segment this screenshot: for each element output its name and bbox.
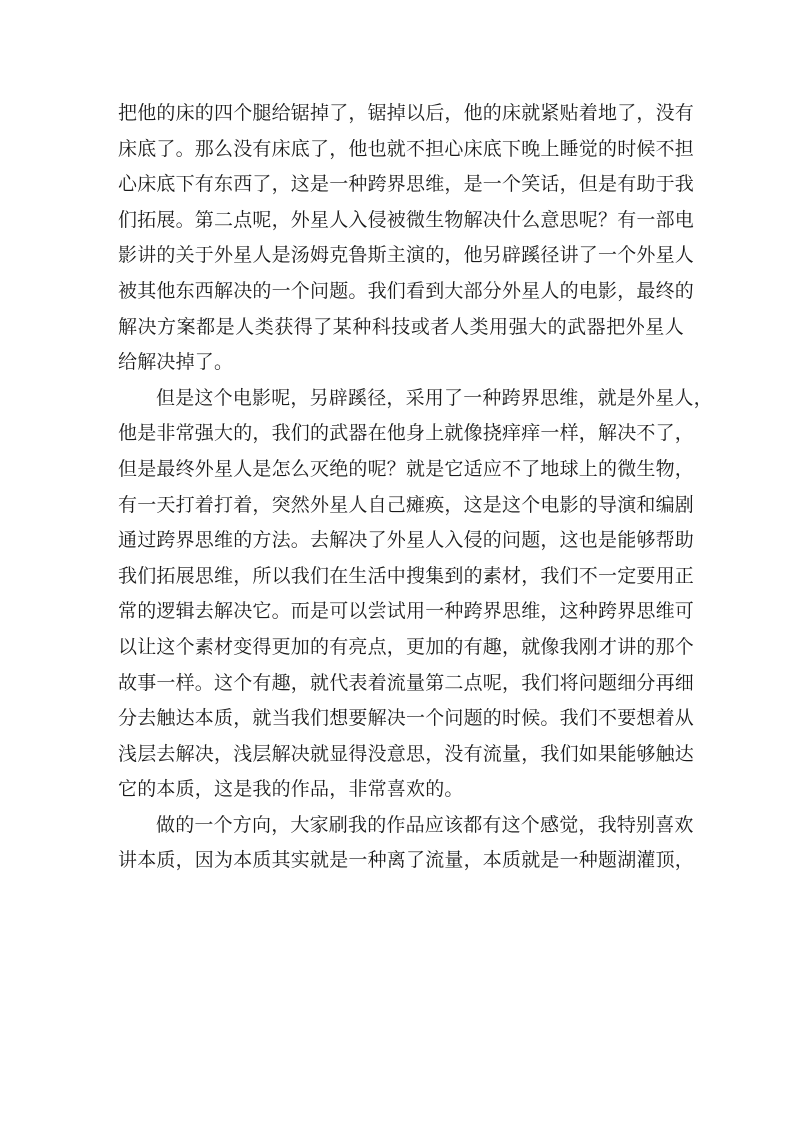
- text-line: 他是非常强大的，我们的武器在他身上就像挠痒痒一样，解决不了，: [118, 422, 695, 445]
- text-line: 把他的床的四个腿给锯掉了，锯掉以后，他的床就紧贴着地了，没有: [118, 102, 695, 124]
- text-line: 故事一样。这个有趣，就代表着流量第二点呢，我们将问题细分再细: [118, 671, 695, 694]
- text-line: 常的逻辑去解决它。而是可以尝试用一种跨界思维，这种跨界思维可: [118, 600, 695, 623]
- text-line: 但是这个电影呢，另辟蹊径，采用了一种跨界思维，就是外星人，: [156, 386, 713, 409]
- text-line: 有一天打着打着，突然外星人自己瘫痪，这是这个电影的导演和编剧: [118, 493, 695, 516]
- text-line: 分去触达本质，就当我们想要解决一个问题的时候。我们不要想着从: [118, 707, 695, 730]
- text-line: 影讲的关于外星人是汤姆克鲁斯主演的，他另辟蹊径讲了一个外星人: [118, 244, 695, 267]
- paragraph-3: [118, 808, 695, 879]
- document-body: [118, 96, 713, 879]
- text-line: 们拓展。第二点呢，外星人入侵被微生物解决什么意思呢？有一部电: [118, 208, 695, 231]
- text-line: 做的一个方向，大家刷我的作品应该都有这个感觉，我特别喜欢: [156, 813, 694, 836]
- text-line: 它的本质，这是我的作品，非常喜欢的。: [118, 778, 464, 801]
- text-line: 通过跨界思维的方法。去解决了外星人入侵的问题，这也是能够帮助: [118, 529, 695, 552]
- paragraph-1: [118, 96, 695, 381]
- text-line: 但是最终外星人是怎么灭绝的呢？就是它适应不了地球上的微生物，: [118, 457, 695, 480]
- text-line: 我们拓展思维，所以我们在生活中搜集到的素材，我们不一定要用正: [118, 564, 695, 587]
- text-line: 给解决掉了。: [118, 351, 234, 374]
- text-line: 以让这个素材变得更加的有亮点，更加的有趣，就像我刚才讲的那个: [118, 635, 695, 658]
- text-line: 床底了。那么没有床底了，他也就不担心床底下晚上睡觉的时候不担: [118, 137, 695, 160]
- text-line: 浅层去解决，浅层解决就显得没意思，没有流量，我们如果能够触达: [118, 742, 695, 765]
- text-line: 心床底下有东西了，这是一种跨界思维，是一个笑话，但是有助于我: [118, 173, 695, 196]
- text-line: 讲本质，因为本质其实就是一种离了流量，本质就是一种题湖灌顶，: [118, 849, 695, 872]
- text-line: 被其他东西解决的一个问题。我们看到大部分外星人的电影，最终的: [118, 279, 695, 302]
- text-line: 解决方案都是人类获得了某种科技或者人类用强大的武器把外星人: [118, 315, 684, 338]
- paragraph-2: [118, 381, 713, 808]
